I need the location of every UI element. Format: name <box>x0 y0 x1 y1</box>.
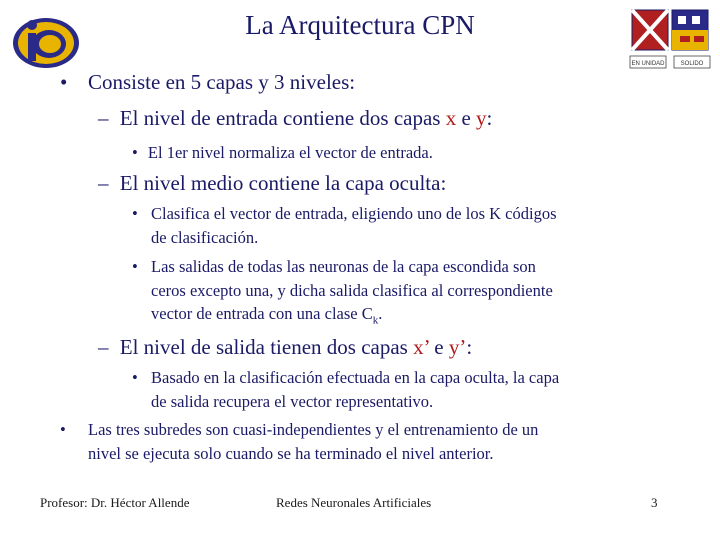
motto-left: EN UNIDAD <box>631 61 665 67</box>
bullet-2 <box>60 418 539 463</box>
sub-2-item-1-line-1: Clasifica el vector de entrada, eligiendo uno de los K códigos <box>151 204 557 223</box>
bullet-dot: • <box>132 143 138 162</box>
sub-1-item-1-text: El 1er nivel normaliza el vector de entrada. <box>147 143 433 162</box>
sub-3-item-1 <box>132 366 560 411</box>
sub-2-item-2-line-3-text: vector de entrada con una clase C <box>151 304 373 323</box>
bullet-dot: • <box>132 368 138 387</box>
sub-bullet-3 <box>98 335 472 360</box>
sub-3-text-pre: El nivel de salida tienen dos capas <box>119 335 414 359</box>
sub-2-item-1 <box>132 202 557 247</box>
footer-page-number: 3 <box>651 495 658 510</box>
sub-3-item-1-line-1: Basado en la clasificación efectuada en la capa oculta, la capa <box>151 368 560 387</box>
sub-1-x: x <box>445 106 457 130</box>
sub-3-y: y’ <box>448 335 467 359</box>
motto-right: SOLIDO <box>680 61 704 67</box>
sub-bullet-2 <box>98 171 446 196</box>
dash: – <box>98 106 109 130</box>
sub-2-item-2-line-2: ceros excepto una, y dicha salida clasifica al correspondiente <box>151 280 553 300</box>
sub-2-item-2-end: . <box>378 304 383 323</box>
bullet-2-line-2: nivel se ejecuta solo cuando se ha terminado el nivel anterior. <box>88 443 494 463</box>
sub-1-y: y <box>476 106 487 130</box>
footer-author: Profesor: Dr. Héctor Allende <box>40 495 190 510</box>
sub-1-mid: e <box>456 106 477 130</box>
footer-course: Redes Neuronales Artificiales <box>276 495 432 510</box>
sub-3-mid: e <box>429 335 449 359</box>
class-subscript: k <box>372 314 379 327</box>
sub-1-item-1 <box>132 141 433 165</box>
bullet-dot: • <box>132 257 138 276</box>
sub-2-item-2-line-3 <box>151 302 382 333</box>
sub-3-item-1-line-2: de salida recupera el vector representativo. <box>151 391 434 411</box>
sub-1-text-pre: El nivel de entrada contiene dos capas <box>119 106 446 130</box>
sub-3-x: x’ <box>413 335 430 359</box>
bullet-1-text: Consiste en 5 capas y 3 niveles: <box>88 70 356 94</box>
dash: – <box>98 335 109 359</box>
bullet-dot: • <box>132 204 138 223</box>
slide-title: La Arquitectura CPN <box>245 10 475 40</box>
bullet-dot: • <box>60 420 66 439</box>
sub-2-item-1-line-2: de clasificación. <box>151 227 259 247</box>
sub-2-text: El nivel medio contiene la capa oculta: <box>119 171 447 195</box>
sub-1-post: : <box>486 106 493 130</box>
sub-2-item-2 <box>132 255 553 327</box>
coat-of-arms-icon <box>628 8 712 72</box>
bullet-dot: • <box>60 70 68 94</box>
sub-3-post: : <box>466 335 473 359</box>
sub-2-item-2-line-1: Las salidas de todas las neuronas de la capa escondida son <box>151 257 536 276</box>
sub-bullet-1 <box>98 106 492 131</box>
bullet-2-line-1: Las tres subredes son cuasi-independientes y el entrenamiento de un <box>88 420 539 439</box>
dash: – <box>98 171 109 195</box>
